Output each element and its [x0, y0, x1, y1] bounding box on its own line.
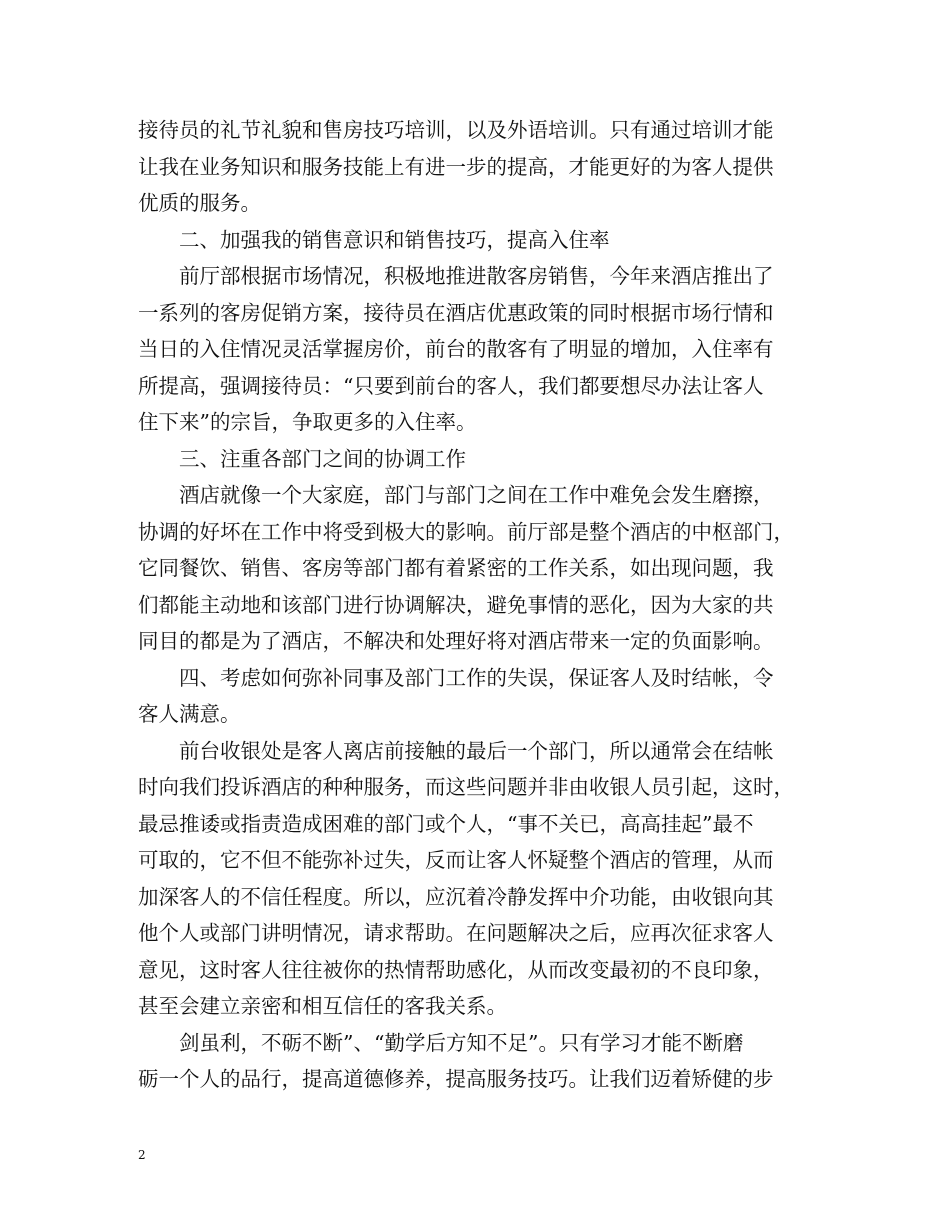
text-line-25: 甚至会建立亲密和相互信任的客我关系。: [138, 994, 507, 1018]
text-line-5: 前厅部根据市场情况，积极地推进散客房销售，今年来酒店推出了: [179, 264, 774, 288]
text-line-26: 剑虽利，不砺不断”、“勤学后方知不足”。只有学习才能不断磨: [179, 1030, 744, 1055]
section-heading-4: 四、考虑如何弥补同事及部门工作的失误，保证客人及时结帐，令: [179, 665, 774, 690]
text-line-19: 时向我们投诉酒店的种种服务，而这些问题并非由收银人员引起，这时，: [138, 775, 794, 799]
text-line-9: 住下来”的宗旨，争取更多的入住率。: [138, 410, 477, 434]
text-line-24: 意见，这时客人往往被你的热情帮助感化，从而改变最初的不良印象，: [138, 957, 774, 982]
section-heading-2: 二、加强我的销售意识和销售技巧，提高入住率: [179, 227, 610, 252]
text-line-7: 当日的入住情况灵活掌握房价，前台的散客有了明显的增加，入住率有: [138, 337, 774, 361]
text-line-15: 同目的都是为了酒店，不解决和处理好将对酒店带来一定的负面影响。: [138, 629, 774, 653]
text-line-27: 砺一个人的品行，提高道德修养，提高服务技巧。让我们迈着矫健的步: [138, 1067, 774, 1091]
text-line-22: 加深客人的不信任程度。所以，应沉着冷静发挥中介功能，由收银向其: [138, 884, 774, 909]
text-line-21: 可取的，它不但不能弥补过失，反而让客人怀疑整个酒店的管理，从而: [138, 848, 774, 872]
text-line-23: 他个人或部门讲明情况，请求帮助。在问题解决之后，应再次征求客人: [138, 921, 774, 945]
text-line-8: 所提高，强调接待员：“只要到前台的客人，我们都要想尽办法让客人: [138, 373, 764, 398]
text-line-14: 们都能主动地和该部门进行协调解决，避免事情的恶化，因为大家的共: [138, 592, 774, 617]
text-line-12: 协调的好坏在工作中将受到极大的影响。前厅部是整个酒店的中枢部门，: [138, 519, 794, 544]
section-heading-3: 三、注重各部门之间的协调工作: [179, 446, 466, 471]
text-line-13: 它同餐饮、销售、客房等部门都有着紧密的工作关系，如出现问题，我: [138, 556, 774, 580]
document-body: [138, 112, 828, 1098]
text-line-11: 酒店就像一个大家庭，部门与部门之间在工作中难免会发生磨擦，: [179, 483, 774, 507]
text-line-3: 优质的服务。: [138, 191, 261, 215]
text-line-20: 最忌推诿或指责造成困难的部门或个人，“事不关已，高高挂起”最不: [138, 811, 754, 836]
page-number: 2: [138, 1148, 146, 1162]
text-line-17: 客人满意。: [138, 702, 241, 726]
text-line-1: 接待员的礼节礼貌和售房技巧培训，以及外语培训。只有通过培训才能: [138, 118, 774, 142]
text-line-2: 让我在业务知识和服务技能上有进一步的提高，才能更好的为客人提供: [138, 154, 774, 179]
text-line-6: 一系列的客房促销方案，接待员在酒店优惠政策的同时根据市场行情和: [138, 300, 774, 325]
text-line-18: 前台收银处是客人离店前接触的最后一个部门，所以通常会在结帐: [179, 738, 774, 763]
